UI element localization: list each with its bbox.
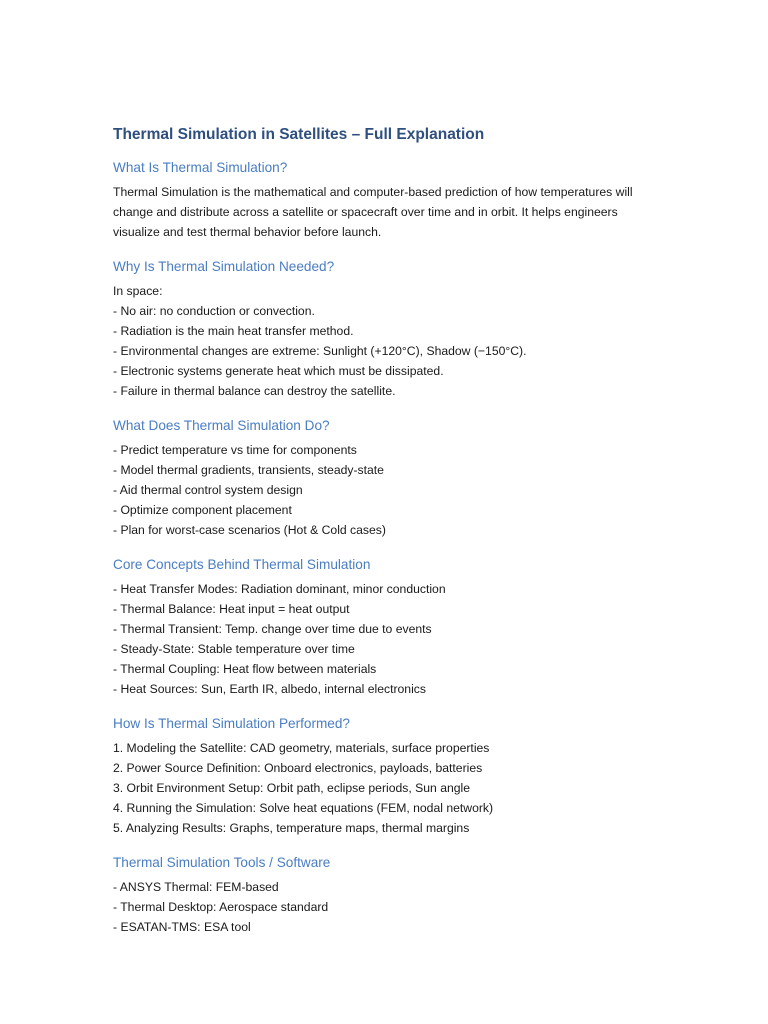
list-item: - Predict temperature vs time for components	[113, 443, 357, 457]
section-what-is	[113, 158, 653, 242]
list-item: - Heat Sources: Sun, Earth IR, albedo, internal electronics	[113, 682, 426, 696]
section-list	[113, 440, 653, 540]
section-list	[113, 579, 653, 699]
list-item: - No air: no conduction or convection.	[113, 304, 315, 318]
list-item: 3. Orbit Environment Setup: Orbit path, eclipse periods, Sun angle	[113, 781, 471, 795]
section-list	[113, 877, 653, 937]
list-item: 5. Analyzing Results: Graphs, temperature maps, thermal margins	[113, 821, 470, 835]
list-item: 1. Modeling the Satellite: CAD geometry, materials, surface properties	[113, 741, 490, 755]
list-item: - Thermal Coupling: Heat flow between materials	[113, 662, 377, 676]
section-heading: Why Is Thermal Simulation Needed?	[113, 259, 335, 274]
section-what-does	[113, 416, 653, 540]
document-title: Thermal Simulation in Satellites – Full Explanation	[113, 126, 485, 143]
section-heading: What Does Thermal Simulation Do?	[113, 418, 330, 433]
list-item: - Plan for worst-case scenarios (Hot & Cold cases)	[113, 523, 386, 537]
section-heading: Thermal Simulation Tools / Software	[113, 855, 331, 870]
section-paragraph: Thermal Simulation is the mathematical and computer-based prediction of how temperatures will change and distribute across a satellite or spacecraft over time and in orbit. It helps engineers visualize and test thermal behavior before launch.	[113, 185, 633, 239]
section-heading: How Is Thermal Simulation Performed?	[113, 716, 350, 731]
list-item: In space:	[113, 284, 163, 298]
list-item: - Environmental changes are extreme: Sunlight (+120°C), Shadow (−150°C).	[113, 344, 527, 358]
list-item: - Steady-State: Stable temperature over time	[113, 642, 355, 656]
list-item: - Thermal Balance: Heat input = heat output	[113, 602, 350, 616]
list-item: - Aid thermal control system design	[113, 483, 303, 497]
list-item: - Model thermal gradients, transients, steady-state	[113, 463, 384, 477]
list-item: 4. Running the Simulation: Solve heat equations (FEM, nodal network)	[113, 801, 494, 815]
list-item: - Optimize component placement	[113, 503, 292, 517]
list-item: - Failure in thermal balance can destroy the satellite.	[113, 384, 396, 398]
list-item: - Radiation is the main heat transfer method.	[113, 324, 354, 338]
section-tools	[113, 853, 653, 937]
list-item: - Heat Transfer Modes: Radiation dominant, minor conduction	[113, 582, 446, 596]
section-why-needed	[113, 257, 653, 401]
section-list	[113, 281, 653, 401]
list-item: - Electronic systems generate heat which must be dissipated.	[113, 364, 444, 378]
section-core-concepts	[113, 555, 653, 699]
list-item: - Thermal Transient: Temp. change over time due to events	[113, 622, 432, 636]
list-item: - ESATAN-TMS: ESA tool	[113, 920, 251, 934]
document-page	[113, 124, 653, 952]
section-heading: Core Concepts Behind Thermal Simulation	[113, 557, 371, 572]
section-how-performed	[113, 714, 653, 838]
section-list	[113, 738, 653, 838]
list-item: - ANSYS Thermal: FEM-based	[113, 880, 279, 894]
list-item: 2. Power Source Definition: Onboard electronics, payloads, batteries	[113, 761, 483, 775]
section-heading: What Is Thermal Simulation?	[113, 160, 288, 175]
list-item: - Thermal Desktop: Aerospace standard	[113, 900, 329, 914]
